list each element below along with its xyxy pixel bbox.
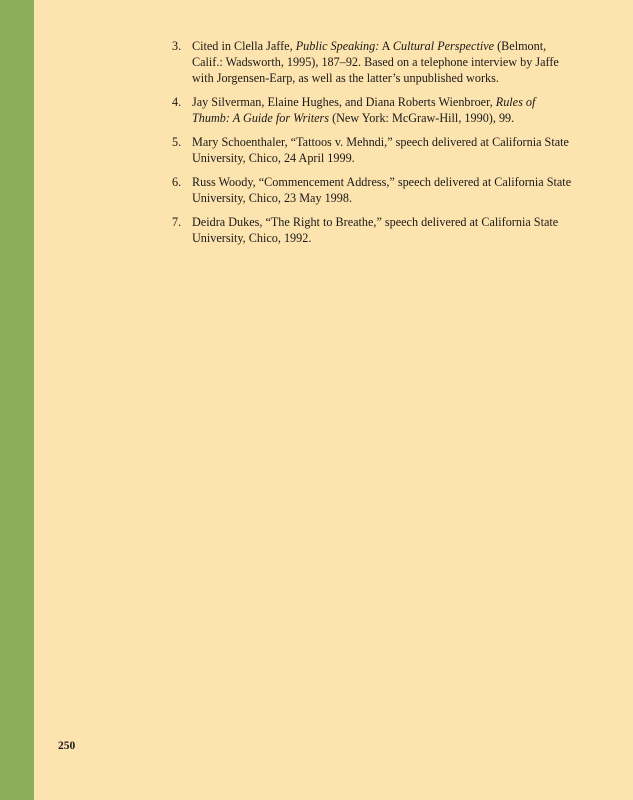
footnote-number: 7. [172,215,182,229]
footnote-title-italic: Cultural Perspective [392,39,495,53]
page-number: 250 [58,740,76,752]
footnote-3 [172,38,572,86]
footnote-segment: Russ Woody, “Commencement Address,” speech delivered at California State University, Chico, 23 May 1998. [192,175,572,205]
footnote-title-italic: Public Speaking: [295,39,380,53]
footnote-number: 6. [172,175,182,189]
footnote-list [172,38,572,254]
footnote-7 [172,214,572,246]
footnote-text [192,38,572,86]
footnote-text [192,174,572,206]
footnote-4 [172,94,572,126]
footnote-title-italic: Rules of Thumb: A Guide for Writers [192,95,536,125]
footnote-segment: Cited in Clella Jaffe, [192,39,296,53]
footnote-text [192,94,572,126]
footnote-segment: (Belmont, Calif.: Wadsworth, 1995), 187–92. Based on a telephone interview by Jaffe with Jorgensen-Earp, as well as the latter’s unpublished works. [192,39,559,85]
footnote-text [192,214,572,246]
footnote-6 [172,174,572,206]
footnote-segment: A [379,39,393,53]
footnote-number: 3. [172,39,182,53]
page-edge-bar [0,0,34,800]
footnote-number: 4. [172,95,182,109]
footnote-5 [172,134,572,166]
footnote-segment: Deidra Dukes, “The Right to Breathe,” speech delivered at California State University, Chico, 1992. [192,215,559,245]
footnote-segment: (New York: McGraw-Hill, 1990), 99. [329,111,515,125]
footnote-segment: Mary Schoenthaler, “Tattoos v. Mehndi,” speech delivered at California State University, Chico, 24 April 1999. [192,135,569,165]
footnote-number: 5. [172,135,182,149]
footnote-text [192,134,572,166]
footnote-segment: Jay Silverman, Elaine Hughes, and Diana Roberts Wienbroer, [192,95,496,109]
